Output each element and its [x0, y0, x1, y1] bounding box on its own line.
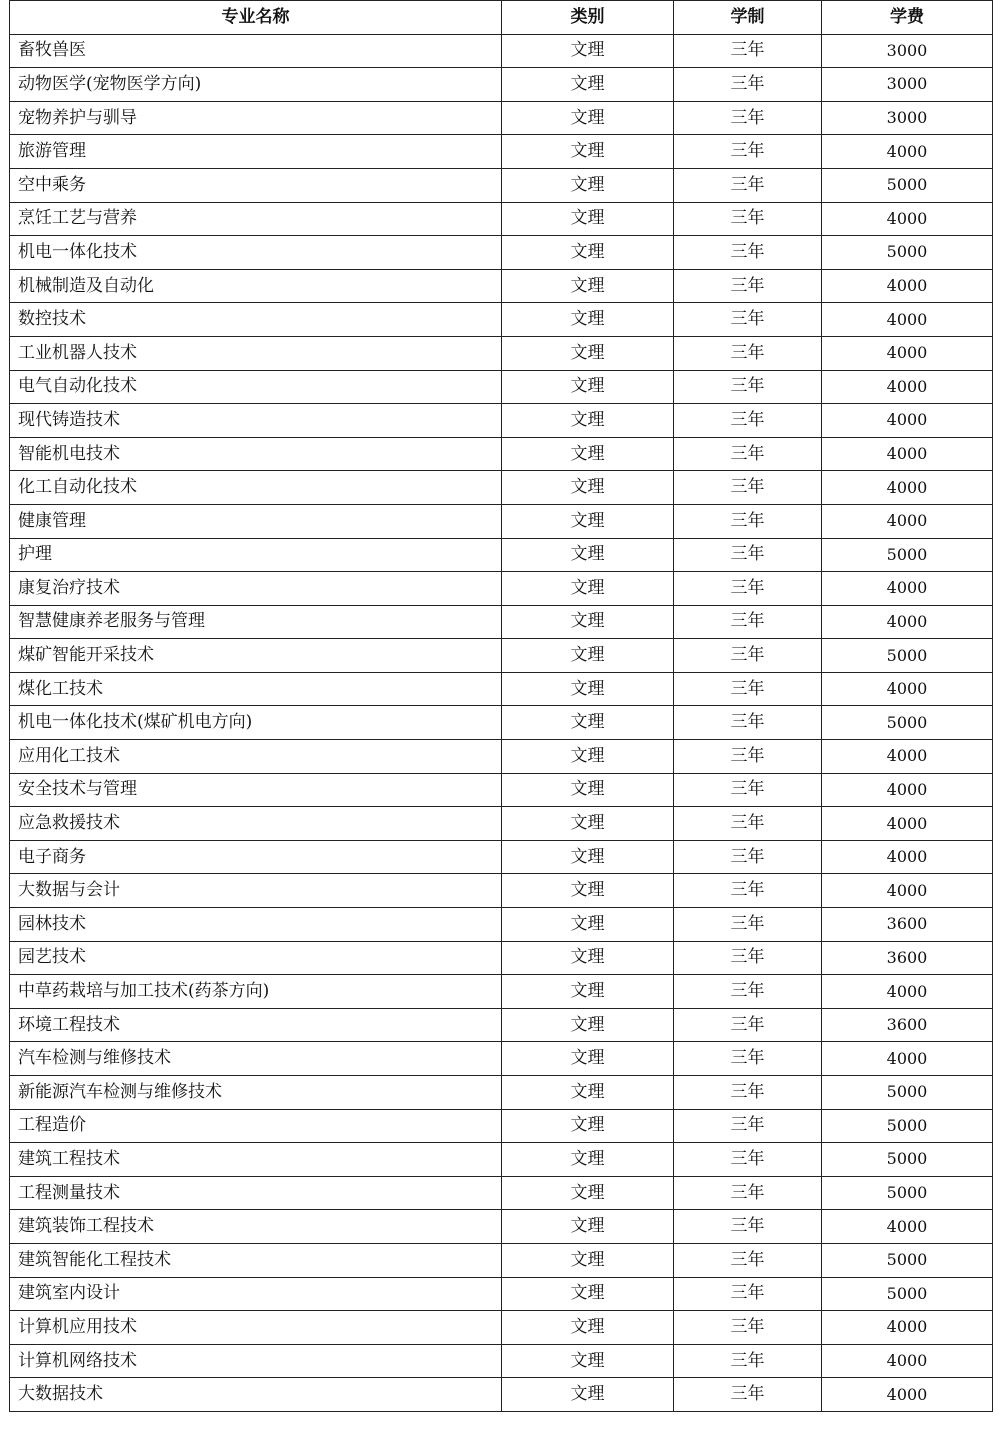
cell-major-name: 建筑智能化工程技术	[10, 1243, 502, 1277]
table-row	[10, 908, 993, 942]
cell-category: 文理	[502, 1042, 674, 1076]
cell-duration: 三年	[674, 807, 822, 841]
cell-category: 文理	[502, 874, 674, 908]
cell-category: 文理	[502, 303, 674, 337]
cell-category: 文理	[502, 101, 674, 135]
cell-fee: 5000	[822, 1143, 993, 1177]
cell-major-name: 工业机器人技术	[10, 336, 502, 370]
table-row	[10, 572, 993, 606]
header-category: 类别	[502, 1, 674, 35]
table-row	[10, 34, 993, 68]
cell-duration: 三年	[674, 1143, 822, 1177]
cell-major-name: 康复治疗技术	[10, 572, 502, 606]
cell-major-name: 机电一体化技术	[10, 236, 502, 270]
cell-fee: 3000	[822, 68, 993, 102]
cell-duration: 三年	[674, 1378, 822, 1412]
cell-fee: 4000	[822, 572, 993, 606]
table-row	[10, 101, 993, 135]
table-row	[10, 941, 993, 975]
table-row	[10, 1277, 993, 1311]
cell-category: 文理	[502, 404, 674, 438]
table-row	[10, 1311, 993, 1345]
cell-duration: 三年	[674, 572, 822, 606]
cell-major-name: 动物医学(宠物医学方向)	[10, 68, 502, 102]
header-fee: 学费	[822, 1, 993, 35]
cell-duration: 三年	[674, 236, 822, 270]
cell-category: 文理	[502, 740, 674, 774]
cell-category: 文理	[502, 1311, 674, 1345]
cell-fee: 4000	[822, 1042, 993, 1076]
table-row	[10, 740, 993, 774]
cell-fee: 4000	[822, 975, 993, 1009]
table-row	[10, 236, 993, 270]
cell-major-name: 应用化工技术	[10, 740, 502, 774]
cell-major-name: 现代铸造技术	[10, 404, 502, 438]
table-row	[10, 1176, 993, 1210]
cell-fee: 4000	[822, 1311, 993, 1345]
cell-fee: 4000	[822, 672, 993, 706]
cell-major-name: 健康管理	[10, 504, 502, 538]
cell-duration: 三年	[674, 1176, 822, 1210]
cell-fee: 4000	[822, 471, 993, 505]
cell-duration: 三年	[674, 1210, 822, 1244]
cell-duration: 三年	[674, 101, 822, 135]
cell-category: 文理	[502, 269, 674, 303]
cell-duration: 三年	[674, 336, 822, 370]
table-row	[10, 605, 993, 639]
tuition-table-container	[9, 0, 992, 1412]
table-row	[10, 639, 993, 673]
cell-duration: 三年	[674, 639, 822, 673]
cell-fee: 3600	[822, 1008, 993, 1042]
cell-fee: 4000	[822, 504, 993, 538]
cell-category: 文理	[502, 639, 674, 673]
table-row	[10, 1008, 993, 1042]
cell-duration: 三年	[674, 605, 822, 639]
cell-fee: 5000	[822, 168, 993, 202]
cell-fee: 5000	[822, 1176, 993, 1210]
table-row	[10, 672, 993, 706]
cell-major-name: 煤矿智能开采技术	[10, 639, 502, 673]
cell-duration: 三年	[674, 908, 822, 942]
cell-major-name: 宠物养护与驯导	[10, 101, 502, 135]
cell-category: 文理	[502, 437, 674, 471]
cell-duration: 三年	[674, 1277, 822, 1311]
cell-fee: 4000	[822, 840, 993, 874]
cell-duration: 三年	[674, 773, 822, 807]
cell-fee: 4000	[822, 336, 993, 370]
cell-category: 文理	[502, 34, 674, 68]
table-row	[10, 404, 993, 438]
cell-category: 文理	[502, 706, 674, 740]
cell-duration: 三年	[674, 840, 822, 874]
cell-category: 文理	[502, 908, 674, 942]
cell-duration: 三年	[674, 1243, 822, 1277]
cell-duration: 三年	[674, 471, 822, 505]
cell-fee: 5000	[822, 706, 993, 740]
cell-fee: 5000	[822, 1243, 993, 1277]
cell-fee: 3000	[822, 101, 993, 135]
cell-category: 文理	[502, 168, 674, 202]
cell-category: 文理	[502, 202, 674, 236]
cell-duration: 三年	[674, 437, 822, 471]
cell-major-name: 工程造价	[10, 1109, 502, 1143]
cell-major-name: 大数据技术	[10, 1378, 502, 1412]
cell-major-name: 安全技术与管理	[10, 773, 502, 807]
cell-fee: 4000	[822, 874, 993, 908]
cell-fee: 5000	[822, 538, 993, 572]
cell-fee: 3000	[822, 34, 993, 68]
cell-duration: 三年	[674, 404, 822, 438]
cell-category: 文理	[502, 1076, 674, 1110]
cell-major-name: 计算机应用技术	[10, 1311, 502, 1345]
table-row	[10, 1042, 993, 1076]
cell-category: 文理	[502, 471, 674, 505]
cell-duration: 三年	[674, 874, 822, 908]
cell-fee: 4000	[822, 303, 993, 337]
cell-major-name: 园艺技术	[10, 941, 502, 975]
cell-fee: 4000	[822, 1210, 993, 1244]
header-duration: 学制	[674, 1, 822, 35]
cell-category: 文理	[502, 68, 674, 102]
table-row	[10, 437, 993, 471]
table-row	[10, 135, 993, 169]
cell-major-name: 环境工程技术	[10, 1008, 502, 1042]
cell-major-name: 建筑工程技术	[10, 1143, 502, 1177]
cell-fee: 4000	[822, 404, 993, 438]
table-row	[10, 975, 993, 1009]
cell-category: 文理	[502, 370, 674, 404]
cell-duration: 三年	[674, 538, 822, 572]
cell-category: 文理	[502, 807, 674, 841]
cell-fee: 4000	[822, 202, 993, 236]
table-row	[10, 336, 993, 370]
cell-category: 文理	[502, 1344, 674, 1378]
cell-major-name: 电子商务	[10, 840, 502, 874]
cell-fee: 5000	[822, 639, 993, 673]
cell-category: 文理	[502, 1109, 674, 1143]
cell-category: 文理	[502, 538, 674, 572]
table-row	[10, 303, 993, 337]
cell-major-name: 大数据与会计	[10, 874, 502, 908]
cell-major-name: 机械制造及自动化	[10, 269, 502, 303]
cell-fee: 4000	[822, 370, 993, 404]
cell-duration: 三年	[674, 68, 822, 102]
cell-major-name: 工程测量技术	[10, 1176, 502, 1210]
table-row	[10, 168, 993, 202]
cell-major-name: 煤化工技术	[10, 672, 502, 706]
table-row	[10, 1378, 993, 1412]
cell-category: 文理	[502, 840, 674, 874]
cell-major-name: 畜牧兽医	[10, 34, 502, 68]
cell-fee: 5000	[822, 236, 993, 270]
cell-major-name: 建筑室内设计	[10, 1277, 502, 1311]
table-row	[10, 538, 993, 572]
cell-category: 文理	[502, 605, 674, 639]
cell-category: 文理	[502, 941, 674, 975]
cell-category: 文理	[502, 672, 674, 706]
cell-category: 文理	[502, 1277, 674, 1311]
cell-major-name: 园林技术	[10, 908, 502, 942]
cell-major-name: 智能机电技术	[10, 437, 502, 471]
cell-category: 文理	[502, 1143, 674, 1177]
cell-category: 文理	[502, 1243, 674, 1277]
cell-category: 文理	[502, 975, 674, 1009]
cell-major-name: 化工自动化技术	[10, 471, 502, 505]
cell-fee: 4000	[822, 773, 993, 807]
table-row	[10, 1076, 993, 1110]
cell-fee: 5000	[822, 1076, 993, 1110]
cell-major-name: 旅游管理	[10, 135, 502, 169]
cell-duration: 三年	[674, 1042, 822, 1076]
table-row	[10, 1143, 993, 1177]
cell-fee: 4000	[822, 135, 993, 169]
table-row	[10, 202, 993, 236]
cell-major-name: 数控技术	[10, 303, 502, 337]
table-row	[10, 807, 993, 841]
cell-category: 文理	[502, 336, 674, 370]
cell-fee: 5000	[822, 1277, 993, 1311]
table-row	[10, 706, 993, 740]
cell-category: 文理	[502, 236, 674, 270]
table-row	[10, 1344, 993, 1378]
cell-duration: 三年	[674, 269, 822, 303]
tuition-table	[9, 0, 993, 1412]
table-row	[10, 504, 993, 538]
cell-fee: 5000	[822, 1109, 993, 1143]
cell-category: 文理	[502, 1008, 674, 1042]
table-row	[10, 68, 993, 102]
table-row	[10, 1109, 993, 1143]
table-row	[10, 1210, 993, 1244]
cell-category: 文理	[502, 773, 674, 807]
table-row	[10, 370, 993, 404]
cell-duration: 三年	[674, 34, 822, 68]
cell-fee: 4000	[822, 807, 993, 841]
cell-duration: 三年	[674, 975, 822, 1009]
cell-major-name: 电气自动化技术	[10, 370, 502, 404]
cell-duration: 三年	[674, 941, 822, 975]
cell-duration: 三年	[674, 1008, 822, 1042]
cell-category: 文理	[502, 135, 674, 169]
cell-fee: 4000	[822, 1344, 993, 1378]
table-row	[10, 269, 993, 303]
table-row	[10, 773, 993, 807]
cell-duration: 三年	[674, 1076, 822, 1110]
cell-fee: 4000	[822, 269, 993, 303]
table-body	[10, 34, 993, 1411]
cell-major-name: 护理	[10, 538, 502, 572]
table-row	[10, 874, 993, 908]
cell-duration: 三年	[674, 706, 822, 740]
cell-duration: 三年	[674, 135, 822, 169]
cell-category: 文理	[502, 1378, 674, 1412]
cell-fee: 4000	[822, 740, 993, 774]
cell-duration: 三年	[674, 504, 822, 538]
cell-category: 文理	[502, 1176, 674, 1210]
table-header-row	[10, 1, 993, 35]
cell-major-name: 计算机网络技术	[10, 1344, 502, 1378]
header-major-name: 专业名称	[10, 1, 502, 35]
cell-fee: 4000	[822, 437, 993, 471]
cell-major-name: 中草药栽培与加工技术(药茶方向)	[10, 975, 502, 1009]
cell-major-name: 新能源汽车检测与维修技术	[10, 1076, 502, 1110]
cell-fee: 3600	[822, 941, 993, 975]
cell-duration: 三年	[674, 303, 822, 337]
cell-duration: 三年	[674, 1311, 822, 1345]
table-row	[10, 1243, 993, 1277]
cell-category: 文理	[502, 504, 674, 538]
cell-major-name: 机电一体化技术(煤矿机电方向)	[10, 706, 502, 740]
table-row	[10, 840, 993, 874]
cell-duration: 三年	[674, 202, 822, 236]
cell-major-name: 烹饪工艺与营养	[10, 202, 502, 236]
cell-major-name: 智慧健康养老服务与管理	[10, 605, 502, 639]
cell-fee: 4000	[822, 1378, 993, 1412]
cell-duration: 三年	[674, 1344, 822, 1378]
cell-duration: 三年	[674, 168, 822, 202]
cell-duration: 三年	[674, 1109, 822, 1143]
cell-major-name: 空中乘务	[10, 168, 502, 202]
cell-major-name: 应急救援技术	[10, 807, 502, 841]
table-row	[10, 471, 993, 505]
cell-major-name: 汽车检测与维修技术	[10, 1042, 502, 1076]
cell-duration: 三年	[674, 740, 822, 774]
cell-fee: 3600	[822, 908, 993, 942]
cell-duration: 三年	[674, 370, 822, 404]
cell-duration: 三年	[674, 672, 822, 706]
cell-category: 文理	[502, 572, 674, 606]
cell-fee: 4000	[822, 605, 993, 639]
cell-category: 文理	[502, 1210, 674, 1244]
cell-major-name: 建筑装饰工程技术	[10, 1210, 502, 1244]
